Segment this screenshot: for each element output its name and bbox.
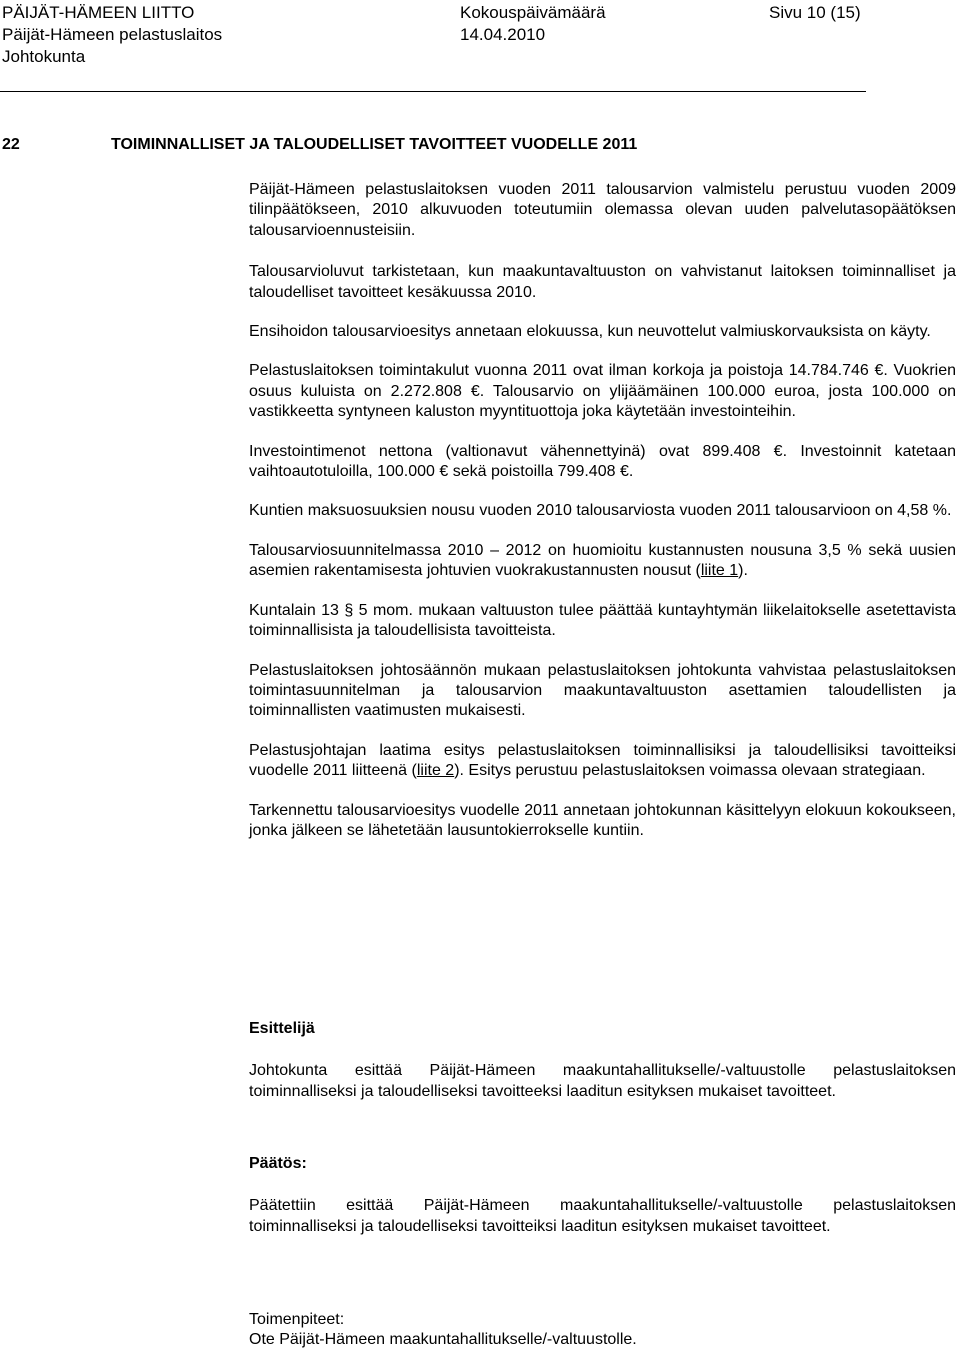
actions-label: Toimenpiteet: <box>249 1311 345 1328</box>
presenter-label: Esittelijä <box>249 1020 315 1037</box>
org-name: PÄIJÄT-HÄMEEN LIITTO <box>2 3 195 22</box>
paragraph: Kuntalain 13 § 5 mom. mukaan valtuuston tulee päättää kuntayhtymän liikelaitokselle asetettavista toiminnallisista ja taloudellisista tavoitteista. <box>249 601 956 640</box>
paragraph <box>249 541 956 582</box>
paragraph-text: ). <box>738 562 748 580</box>
attachment-link[interactable]: liite 2 <box>416 762 455 780</box>
paragraph: Kuntien maksuosuuksien nousu vuoden 2010 talousarviosta vuoden 2011 talousarvioon on 4,58 %. <box>249 502 952 520</box>
body-name: Johtokunta <box>2 47 86 66</box>
actions-text: Ote Päijät-Hämeen maakuntahallitukselle/-valtuustolle. <box>249 1331 637 1349</box>
date-label: Kokouspäivämäärä <box>460 3 606 22</box>
paragraph: Ensihoidon talousarvioesitys annetaan elokuussa, kun neuvottelut valmiuskorvauksista on käyty. <box>249 323 931 341</box>
paragraph: Talousarvioluvut tarkistetaan, kun maakuntavaltuuston on vahvistanut laitoksen toiminnalliset ja taloudelliset tavoitteet kesäkuussa 2010. <box>249 263 956 301</box>
meeting-date: 14.04.2010 <box>460 25 546 44</box>
unit-name: Päijät-Hämeen pelastuslaitos <box>2 25 223 44</box>
section-title: TOIMINNALLISET JA TALOUDELLISET TAVOITTEET VUODELLE 2011 <box>111 136 638 153</box>
decision-section <box>249 1154 956 1237</box>
paragraph <box>249 741 956 782</box>
presenter-text: Johtokunta esittää Päijät-Hämeen maakuntahallitukselle/-valtuustolle pelastuslaitoksen toiminnalliseksi ja taloudelliseksi tavoitteeksi laaditun esityksen mukaiset tavoitteet. <box>249 1062 956 1100</box>
page-header <box>0 0 960 70</box>
decision-text: Päätettiin esittää Päijät-Hämeen maakuntahallitukselle/-valtuustolle pelastuslaitoksen toiminnalliseksi ja taloudelliseksi tavoitteiksi laaditun esityksen mukaiset tavoitteet. <box>249 1197 956 1235</box>
page-number: Sivu 10 (15) <box>769 3 861 22</box>
section-body <box>249 180 956 841</box>
decision-label: Päätös: <box>249 1155 307 1172</box>
header-divider <box>0 91 866 92</box>
paragraph-text: Talousarviosuunnitelmassa 2010 – 2012 on huomioitu kustannusten nousuna 3,5 % sekä uusien asemien rakentamisesta johtuvien vuokrakustannusten nousut ( <box>249 541 956 580</box>
paragraph: Pelastuslaitoksen johtosäännön mukaan pelastuslaitoksen johtokunta vahvistaa pelastuslaitoksen toimintasuunnitelman ja talousarvion maakuntavaltuuston asettamien taloudellisten ja toiminnallisten vaatimusten mukaisesti. <box>249 661 956 720</box>
paragraph-text: ). Esitys perustuu pelastuslaitoksen voimassa olevaan strategiaan. <box>454 762 926 780</box>
section-number: 22 <box>2 136 20 153</box>
paragraph: Tarkennettu talousarvioesitys vuodelle 2011 annetaan johtokunnan käsittelyyn elokuun kokoukseen, jonka jälkeen se lähetetään lausuntokierrokselle kuntiin. <box>249 801 956 839</box>
paragraph: Päijät-Hämeen pelastuslaitoksen vuoden 2011 talousarvion valmistelu perustuu vuoden 2009 tilinpäätökseen, 2010 alkuvuoden toteutumiin olemassa olevan uuden palvelutasopäätöksen talousarvioennusteisiin. <box>249 181 956 239</box>
paragraph: Investointimenot nettona (valtionavut vähennettyinä) ovat 899.408 €. Investoinnit katetaan vaihtoautotuloilla, 100.000 € sekä poistoilla 799.408 €. <box>249 442 956 481</box>
paragraph-text: Pelastusjohtajan laatima esitys pelastuslaitoksen toiminnallisiksi ja taloudellisiksi tavoitteiksi vuodelle 2011 liitteenä ( <box>249 741 956 780</box>
actions-section <box>249 1310 956 1351</box>
paragraph: Pelastuslaitoksen toimintakulut vuonna 2011 ovat ilman korkoja ja poistoja 14.784.746 €. Vuokrien osuus kuluista on 2.272.808 €. Talousarvio on ylijäämäinen 100.000 euroa, josta 100.000 on vastikkeetta syntyneen kaluston myyntituottoja joka käytetään investointeihin. <box>249 362 956 421</box>
presenter-section <box>249 1019 956 1102</box>
attachment-link[interactable]: liite 1 <box>700 562 739 580</box>
